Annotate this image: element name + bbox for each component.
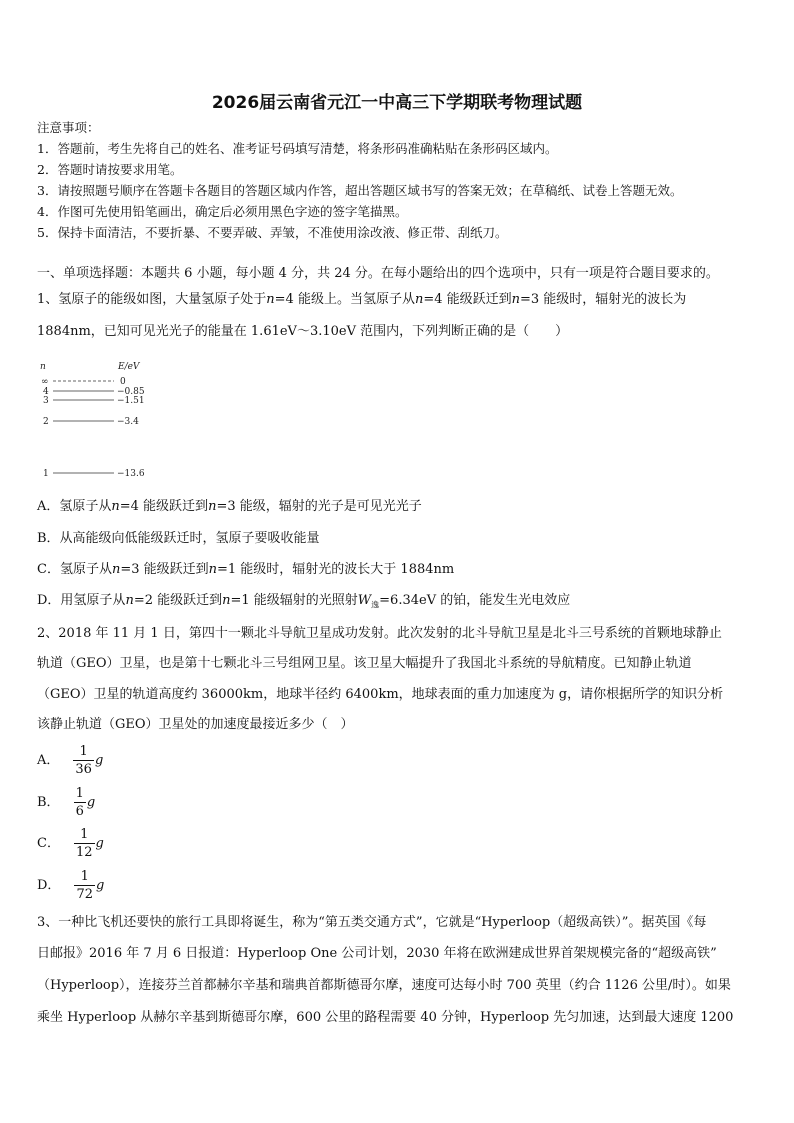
fraction-numerator: 1 <box>75 786 84 801</box>
notice-item-5: 5．保持卡面清洁，不要折暴、不要弄破、弄皱，不准使用涂改液、修正带、刮纸刀。 <box>37 225 508 240</box>
n-symbol: n <box>414 292 424 307</box>
level-energy-2: −3.4 <box>117 417 139 427</box>
energy-level-diagram <box>36 357 176 482</box>
q3-stem-line-4: 乘坐 Hyperloop 从赫尔辛基到斯德哥尔摩，600 公里的路程需要 40 分钟，Hyperloop 先匀加速，达到最大速度 1200 <box>37 1010 734 1025</box>
q1-stem-line-1 <box>37 292 686 308</box>
fraction <box>74 869 95 903</box>
q1-stem-line-2: 1884nm，已知可见光光子的能量在 1.61eV～3.10eV 范围内，下列判断正确的是（ ） <box>37 324 569 339</box>
fraction-denominator: 6 <box>75 804 84 819</box>
option-label: B． <box>37 795 60 810</box>
q3-stem-line-2: 日邮报》2016 年 7 月 6 日报道：Hyperloop One 公司计划，2030 年将在欧洲建成世界首架规模完备的“超级高铁” <box>37 946 717 961</box>
q1-option-d <box>37 593 570 614</box>
n-symbol: n <box>266 292 275 307</box>
level-energy-4: −0.85 <box>117 387 145 397</box>
option-text: C．氢原子从 <box>37 562 112 577</box>
level-energy-infinity: 0 <box>120 377 126 387</box>
fraction <box>74 786 86 820</box>
n-symbol: n <box>208 562 217 577</box>
q3-stem-line-3: （Hyperloop），连接芬兰首都赫尔辛基和瑞典首都斯德哥尔摩，速度可达每小时 700 英里（约合 1126 公里/时）。如果 <box>37 978 731 993</box>
q1-option-c <box>37 562 454 578</box>
option-label: A． <box>37 753 60 768</box>
fraction-denominator: 72 <box>76 887 93 902</box>
fraction-numerator: 1 <box>79 744 88 759</box>
section-heading: 一、单项选择题：本题共 6 小题，每小题 4 分，共 24 分。在每小题给出的四个选项中，只有一项是符合题目要求的。 <box>37 266 719 281</box>
notice-item-4: 4．作图可先使用铅笔画出，确定后必须用黑色字迹的签字笔描黑。 <box>37 204 408 219</box>
fraction-denominator: 12 <box>75 845 93 860</box>
n-symbol: n <box>208 499 217 514</box>
option-text: D．用氢原子从 <box>37 593 126 608</box>
notice-item-2: 2．答题时请按要求用笔。 <box>37 162 183 177</box>
option-text: =3 能级跃迁到 <box>120 562 209 577</box>
notice-item-1: 1．答题前，考生先将自己的姓名、准考证号码填写清楚，将条形码准确粘贴在条形码区域内。 <box>37 141 558 156</box>
q3-stem-line-1: 3、一种比飞机还要快的旅行工具即将诞生，称为“第五类交通方式”，它就是“Hyperloop（超级高铁）”。据英国《每 <box>37 915 707 930</box>
n-symbol: n <box>125 593 134 608</box>
option-text: =1 能级辐射的光照射 <box>230 593 358 608</box>
level-energy-1: −13.6 <box>117 469 145 479</box>
level-n-3: 3 <box>43 396 49 406</box>
q1-text: =4 能级跃迁到 <box>423 292 512 307</box>
axis-label-n: n <box>40 362 46 372</box>
q1-text: 1、氢原子的能级如图，大量氢原子处于 <box>37 292 267 307</box>
n-symbol: n <box>511 292 520 307</box>
q1-option-a <box>37 499 422 515</box>
n-symbol: n <box>111 562 121 577</box>
q2-stem-line-1: 2、2018 年 11 月 1 日，第四十一颗北斗导航卫星成功发射。此次发射的北斗导航卫星是北斗三号系统的首颗地球静止 <box>37 626 722 641</box>
option-label: D． <box>37 878 61 893</box>
q2-option-c <box>37 827 104 861</box>
option-text: =1 能级时，辐射光的波长大于 1884nm <box>217 562 455 577</box>
level-n-4: 4 <box>43 387 49 397</box>
option-text: =4 能级跃迁到 <box>119 499 209 514</box>
n-symbol: n <box>222 593 231 608</box>
n-symbol: n <box>111 499 120 514</box>
q2-stem-line-3: （GEO）卫星的轨道高度约 36000km，地球半径约 6400km，地球表面的重力加速度为 g，请你根据所学的知识分析 <box>37 687 724 702</box>
q1-option-b: B．从高能级向低能级跃迁时，氢原子要吸收能量 <box>37 531 320 546</box>
fraction-numerator: 1 <box>80 869 89 884</box>
option-text: =2 能级跃迁到 <box>133 593 223 608</box>
option-label: C． <box>37 836 60 851</box>
gravity-symbol: g <box>95 878 105 893</box>
q2-option-d <box>37 869 104 903</box>
gravity-symbol: g <box>94 753 104 768</box>
fraction <box>74 827 95 861</box>
q2-option-a <box>37 744 103 778</box>
q2-option-b <box>37 786 95 820</box>
fraction-denominator: 36 <box>75 762 92 777</box>
work-function-symbol: W <box>357 593 372 608</box>
notice-item-3: 3．请按照题号顺序在答题卡各题目的答题区域内作答，超出答题区域书写的答案无效；在草稿纸、试卷上答题无效。 <box>37 183 683 198</box>
q1-text: =4 能级上。当氢原子从 <box>274 292 415 307</box>
option-text: =3 能级，辐射的光子是可见光光子 <box>216 499 422 514</box>
level-n-2: 2 <box>43 417 49 427</box>
work-function-subscript: 逸 <box>371 600 380 610</box>
fraction <box>73 744 94 778</box>
level-n-infinity: ∞ <box>41 377 49 387</box>
level-energy-3: −1.51 <box>117 396 145 406</box>
gravity-symbol: g <box>95 836 104 851</box>
level-n-1: 1 <box>43 469 49 479</box>
notice-heading: 注意事项： <box>37 120 100 135</box>
option-text: =6.34eV 的铂，能发生光电效应 <box>379 593 571 608</box>
page-title: 2026届云南省元江一中高三下学期联考物理试题 <box>211 93 583 113</box>
fraction-numerator: 1 <box>80 827 89 842</box>
gravity-symbol: g <box>86 795 96 810</box>
option-text: A．氢原子从 <box>37 499 112 514</box>
q2-stem-line-2: 轨道（GEO）卫星，也是第十七颗北斗三号组网卫星。该卫星大幅提升了我国北斗系统的导航精度。已知静止轨道 <box>37 656 692 671</box>
axis-label-energy: E/eV <box>118 362 140 372</box>
q2-stem-line-4: 该静止轨道（GEO）卫星处的加速度最接近多少（ ） <box>37 717 354 732</box>
q1-text: =3 能级时，辐射光的波长为 <box>520 292 687 307</box>
